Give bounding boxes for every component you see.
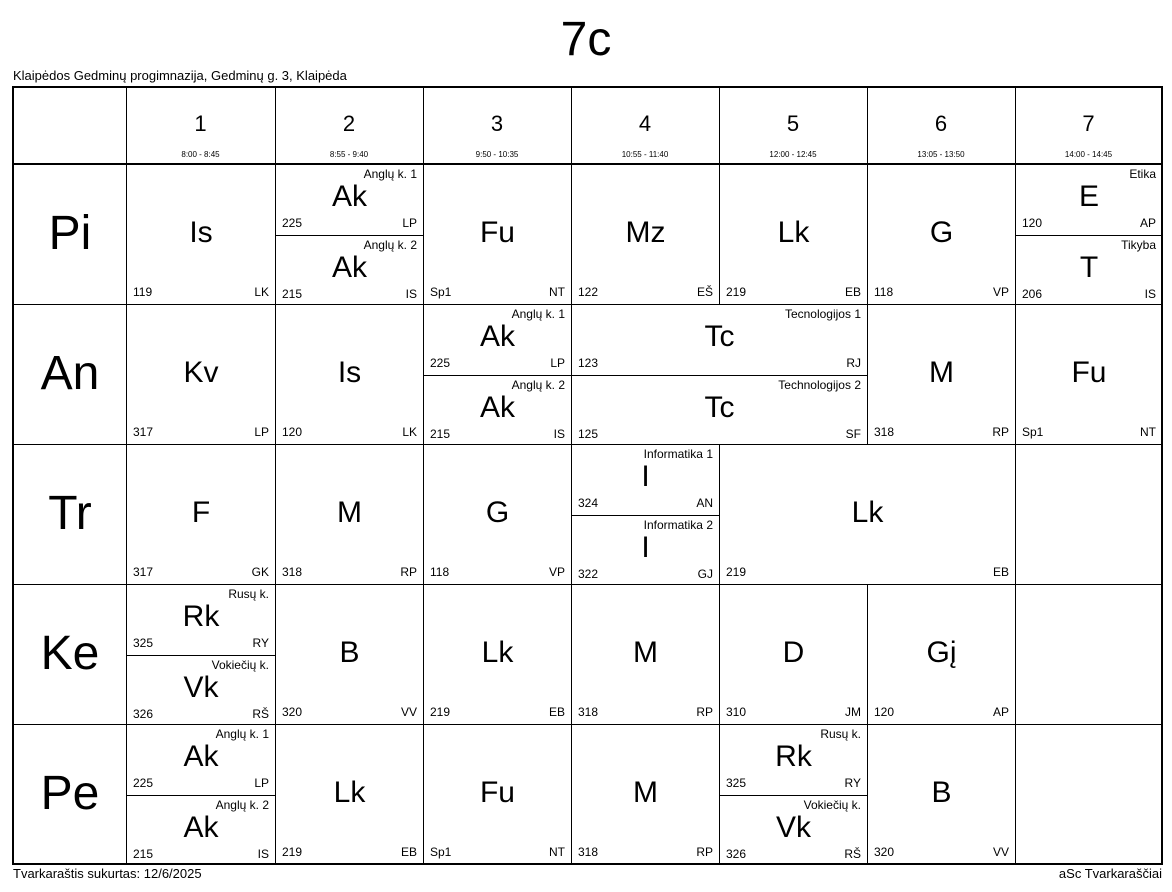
- period-number: 2: [342, 111, 356, 136]
- subject-code: Lk: [777, 216, 810, 249]
- period-number: 3: [490, 111, 504, 136]
- group-divider: [127, 655, 275, 656]
- lesson-cell[interactable]: [424, 165, 571, 304]
- day-label: Tr: [48, 487, 92, 540]
- group-divider: [424, 375, 571, 376]
- subject-code: Tc: [704, 391, 735, 424]
- lesson-cell[interactable]: [276, 585, 423, 724]
- group-divider: [276, 235, 423, 236]
- teacher-initials: IS: [405, 286, 417, 301]
- teacher-initials: EB: [548, 705, 565, 719]
- subject-code: Ak: [479, 391, 515, 424]
- subject-code: Ak: [183, 740, 219, 773]
- teacher-initials: GK: [251, 565, 269, 579]
- subject-code: I: [641, 531, 650, 564]
- subject-code: M: [633, 776, 658, 809]
- subject-code: Rk: [775, 740, 812, 773]
- subject-code: Is: [189, 216, 213, 249]
- subject-code: Lk: [481, 636, 514, 669]
- group-divider: [720, 795, 867, 796]
- lesson-cell[interactable]: [424, 585, 571, 724]
- teacher-initials: NT: [1140, 425, 1156, 439]
- day-label: Pe: [40, 767, 100, 820]
- room-number: 318: [282, 565, 303, 579]
- group-label: Rusų k.: [228, 587, 269, 601]
- teacher-initials: EŠ: [696, 285, 713, 299]
- room-number: 225: [282, 215, 303, 230]
- room-number: 317: [133, 425, 154, 439]
- teacher-initials: EB: [844, 285, 861, 299]
- period-number: 4: [638, 111, 652, 136]
- subject-code: G: [485, 496, 510, 529]
- room-number: 325: [726, 775, 747, 790]
- room-number: 125: [578, 426, 599, 441]
- teacher-initials: LP: [550, 355, 565, 370]
- split-lesson-cell[interactable]: [572, 305, 867, 444]
- room-number: 318: [578, 705, 599, 719]
- room-number: 225: [430, 355, 451, 370]
- group-label: Anglų k. 2: [215, 798, 269, 812]
- room-number: 219: [726, 285, 747, 299]
- room-number: 219: [726, 565, 747, 579]
- group-label: Anglų k. 2: [511, 378, 565, 392]
- room-number: Sp1: [430, 845, 452, 859]
- lesson-cell[interactable]: [276, 445, 423, 584]
- split-lesson-cell[interactable]: [424, 305, 571, 444]
- school-address: Klaipėdos Gedminų progimnazija, Gedminų g. 3, Klaipėda: [13, 68, 347, 83]
- room-number: 215: [430, 426, 451, 441]
- subject-code: Ak: [331, 180, 367, 213]
- lesson-cell[interactable]: [127, 165, 275, 304]
- room-number: 225: [133, 775, 154, 790]
- subject-code: Fu: [1071, 356, 1107, 389]
- room-number: 122: [578, 285, 599, 299]
- subject-code: Rk: [182, 600, 220, 633]
- subject-code: I: [641, 460, 650, 493]
- subject-code: Tc: [704, 320, 735, 353]
- lesson-cell[interactable]: [276, 725, 423, 864]
- group-label: Tecnologijos 1: [784, 307, 861, 321]
- teacher-initials: VP: [548, 565, 565, 579]
- teacher-initials: RP: [400, 565, 417, 579]
- lesson-cell[interactable]: [424, 445, 571, 584]
- teacher-initials: AN: [696, 495, 713, 510]
- period-time: 12:00 - 12:45: [769, 150, 817, 159]
- group-label: Anglų k. 1: [511, 307, 565, 321]
- group-divider: [572, 375, 867, 376]
- lesson-cell[interactable]: [720, 445, 1015, 584]
- group-divider: [127, 795, 275, 796]
- teacher-initials: RY: [252, 635, 269, 650]
- teacher-initials: AP: [992, 705, 1009, 719]
- subject-code: M: [633, 636, 658, 669]
- lesson-cell[interactable]: [276, 305, 423, 444]
- group-label: Anglų k. 1: [215, 727, 269, 741]
- period-time: 8:00 - 8:45: [181, 150, 220, 159]
- room-number: 120: [1022, 215, 1043, 230]
- period-time: 8:55 - 9:40: [329, 150, 369, 159]
- room-number: Sp1: [430, 285, 452, 299]
- split-lesson-cell[interactable]: [276, 165, 423, 304]
- period-number: 7: [1082, 111, 1095, 136]
- room-number: 215: [282, 286, 303, 301]
- created-date: Tvarkaraštis sukurtas: 12/6/2025: [13, 866, 202, 881]
- teacher-initials: RP: [696, 705, 713, 719]
- period-time: 14:00 - 14:45: [1064, 150, 1113, 159]
- empty-lesson-cell: [1016, 445, 1162, 584]
- period-time: 9:50 - 10:35: [475, 150, 519, 159]
- group-divider: [1016, 235, 1162, 236]
- subject-code: T: [1079, 251, 1099, 284]
- teacher-initials: IS: [553, 426, 565, 441]
- room-number: 320: [874, 845, 895, 859]
- teacher-initials: LP: [402, 215, 417, 230]
- subject-code: G: [929, 216, 954, 249]
- room-number: 206: [1022, 286, 1043, 301]
- teacher-initials: EB: [992, 565, 1009, 579]
- room-number: 318: [578, 845, 599, 859]
- teacher-initials: LK: [402, 425, 417, 439]
- subject-code: Ak: [331, 251, 367, 284]
- teacher-initials: VV: [400, 705, 417, 719]
- room-number: 317: [133, 565, 154, 579]
- teacher-initials: RP: [696, 845, 713, 859]
- room-number: 219: [282, 845, 303, 859]
- subject-code: B: [931, 776, 952, 809]
- room-number: Sp1: [1022, 425, 1044, 439]
- subject-code: Vk: [775, 811, 811, 844]
- subject-code: Mz: [625, 216, 666, 249]
- lesson-cell[interactable]: [868, 725, 1015, 864]
- group-divider: [572, 515, 719, 516]
- teacher-initials: GJ: [697, 566, 713, 581]
- teacher-initials: IS: [257, 846, 269, 861]
- teacher-initials: JM: [845, 705, 861, 719]
- room-number: 215: [133, 846, 154, 861]
- subject-code: Is: [337, 356, 362, 389]
- group-label: Anglų k. 1: [363, 167, 417, 181]
- group-label: Informatika 1: [643, 447, 713, 461]
- teacher-initials: NT: [549, 285, 565, 299]
- lesson-cell[interactable]: [1016, 305, 1162, 444]
- room-number: 325: [133, 635, 154, 650]
- teacher-initials: RŠ: [252, 706, 269, 721]
- teacher-initials: EB: [400, 845, 417, 859]
- group-label: Technologijos 2: [778, 378, 861, 392]
- room-number: 118: [430, 565, 450, 579]
- room-number: 326: [726, 846, 747, 861]
- teacher-initials: LK: [254, 285, 269, 299]
- teacher-initials: VV: [992, 845, 1009, 859]
- empty-lesson-cell: [1016, 585, 1162, 724]
- subject-code: Ak: [479, 320, 515, 353]
- group-label: Tikyba: [1121, 238, 1156, 252]
- lesson-cell[interactable]: [868, 585, 1015, 724]
- teacher-initials: RŠ: [844, 846, 861, 861]
- split-lesson-cell[interactable]: [720, 725, 867, 864]
- room-number: 118: [874, 285, 894, 299]
- subject-code: Fu: [479, 216, 515, 249]
- room-number: 120: [282, 425, 303, 439]
- room-number: 123: [578, 355, 599, 370]
- period-time: 13:05 - 13:50: [917, 150, 965, 159]
- teacher-initials: RJ: [846, 355, 861, 370]
- teacher-initials: NT: [549, 845, 565, 859]
- day-label: Pi: [48, 207, 92, 260]
- room-number: 119: [133, 285, 153, 299]
- room-number: 120: [874, 705, 895, 719]
- split-lesson-cell[interactable]: [127, 725, 275, 864]
- subject-code: Kv: [183, 356, 219, 389]
- split-lesson-cell[interactable]: [1016, 165, 1162, 304]
- room-number: 318: [874, 425, 895, 439]
- lesson-cell[interactable]: [424, 725, 571, 864]
- teacher-initials: AP: [1139, 215, 1156, 230]
- period-number: 1: [194, 111, 207, 136]
- class-title: 7c: [560, 13, 612, 66]
- subject-code: D: [782, 636, 805, 669]
- teacher-initials: IS: [1144, 286, 1156, 301]
- group-label: Vokiečių k.: [211, 658, 269, 672]
- group-label: Etika: [1129, 167, 1156, 181]
- subject-code: M: [337, 496, 362, 529]
- group-label: Vokiečių k.: [803, 798, 861, 812]
- subject-code: Fu: [479, 776, 515, 809]
- room-number: 219: [430, 705, 451, 719]
- period-time: 10:55 - 11:40: [621, 150, 669, 159]
- day-label: An: [40, 347, 100, 400]
- subject-code: B: [339, 636, 360, 669]
- lesson-cell[interactable]: [720, 585, 867, 724]
- lesson-cell[interactable]: [868, 305, 1015, 444]
- teacher-initials: VP: [992, 285, 1009, 299]
- subject-code: Lk: [333, 776, 366, 809]
- group-label: Informatika 2: [643, 518, 713, 532]
- subject-code: Gį: [926, 636, 957, 669]
- group-label: Anglų k. 2: [363, 238, 417, 252]
- subject-code: Ak: [183, 811, 219, 844]
- room-number: 324: [578, 495, 599, 510]
- subject-code: E: [1078, 180, 1099, 213]
- lesson-cell[interactable]: [572, 585, 719, 724]
- software-credit: aSc Tvarkaraščiai: [1058, 866, 1162, 881]
- lesson-cell[interactable]: [127, 445, 275, 584]
- empty-lesson-cell: [1016, 725, 1162, 864]
- teacher-initials: RY: [844, 775, 861, 790]
- lesson-cell[interactable]: [572, 725, 719, 864]
- lesson-cell[interactable]: [868, 165, 1015, 304]
- teacher-initials: RP: [992, 425, 1009, 439]
- split-lesson-cell[interactable]: [127, 585, 275, 724]
- group-label: Rusų k.: [820, 727, 861, 741]
- subject-code: M: [929, 356, 954, 389]
- teacher-initials: LP: [254, 775, 269, 790]
- lesson-cell[interactable]: [572, 165, 719, 304]
- lesson-cell[interactable]: [127, 305, 275, 444]
- room-number: 322: [578, 566, 599, 581]
- subject-code: Lk: [851, 496, 884, 529]
- period-number: 6: [934, 111, 948, 136]
- day-label: Ke: [40, 627, 100, 680]
- subject-code: F: [191, 496, 211, 529]
- teacher-initials: SF: [845, 426, 861, 441]
- room-number: 320: [282, 705, 303, 719]
- split-lesson-cell[interactable]: [572, 445, 719, 584]
- period-number: 5: [786, 111, 800, 136]
- room-number: 310: [726, 705, 747, 719]
- lesson-cell[interactable]: [720, 165, 867, 304]
- subject-code: Vk: [183, 671, 219, 704]
- teacher-initials: LP: [254, 425, 269, 439]
- room-number: 326: [133, 706, 154, 721]
